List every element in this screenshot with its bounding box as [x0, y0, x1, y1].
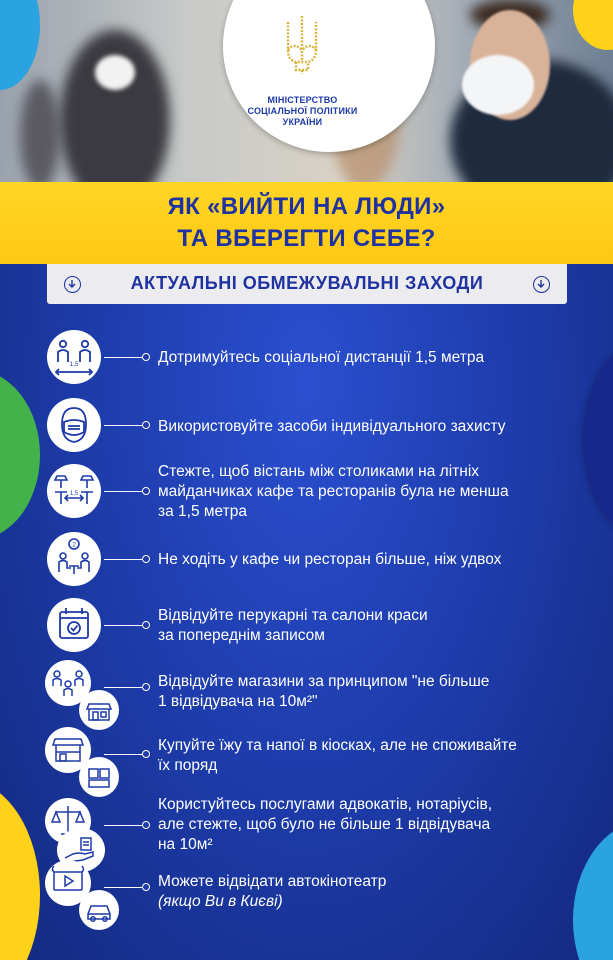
measure-text: Дотримуйтесь соціальної дистанції 1,5 метра [158, 349, 485, 366]
svg-text:2: 2 [72, 541, 76, 549]
measure-text: Можете відвідати автокінотеатр (якщо Ви в Києві) [158, 872, 578, 912]
decor-green-arc [0, 370, 40, 540]
section-header [47, 264, 567, 304]
measure-text: Відвідуйте перукарні та салони краси за попереднім записом [158, 607, 428, 644]
page-title-line-1: ЯК «ВИЙТИ НА ЛЮДИ» [167, 193, 446, 220]
measure-text: Відвідуйте магазини за принципом "не більше 1 відвідувача на 10м²" [158, 673, 490, 710]
measure-text: Використовуйте засоби індивідуального захисту [158, 418, 506, 435]
decor-cyan-arc [573, 820, 613, 960]
arrow-down-circle-icon [533, 276, 550, 293]
measure-text: Стежте, щоб вістань між столиками на літніх майданчиках кафе та ресторанів була не менша за 1,5 метра [158, 463, 509, 520]
decor-navy-arc [583, 340, 613, 540]
section-title: АКТУАЛЬНІ ОБМЕЖУВАЛЬНІ ЗАХОДИ [130, 273, 484, 293]
trident-icon [282, 12, 322, 76]
measure-text: Не ходіть у кафе чи ресторан більше, ніж удвох [158, 551, 502, 568]
svg-text:1,5: 1,5 [69, 361, 79, 368]
decor-yellow-arc [0, 780, 40, 960]
measure-text: Користуйтесь послугами адвокатів, нотаріусів, але стежте, щоб було не більше 1 відвідувача на 10м² [158, 796, 493, 853]
measure-text: Купуйте їжу та напої в кіосках, але не споживайте їх поряд [158, 737, 517, 774]
title-banner [0, 182, 613, 264]
social-distance-icon [47, 330, 101, 384]
measure-note: (якщо Ви в Києві) [158, 893, 283, 910]
page-title-line-2: ТА ВБЕРЕГТИ СЕБЕ? [177, 225, 436, 252]
food-drinks-icon [79, 757, 119, 797]
svg-text:1,5: 1,5 [69, 491, 79, 497]
cafe-tables-icon [47, 464, 101, 518]
car-icon [79, 890, 119, 930]
face-mask-icon [47, 398, 101, 452]
ministry-name: МІНІСТЕРСТВО СОЦІАЛЬНОЇ ПОЛІТИКИ УКРАЇНИ [247, 95, 358, 127]
calendar-check-icon [47, 598, 101, 652]
shop-front-icon [79, 690, 119, 730]
two-people-cafe-icon [47, 532, 101, 586]
